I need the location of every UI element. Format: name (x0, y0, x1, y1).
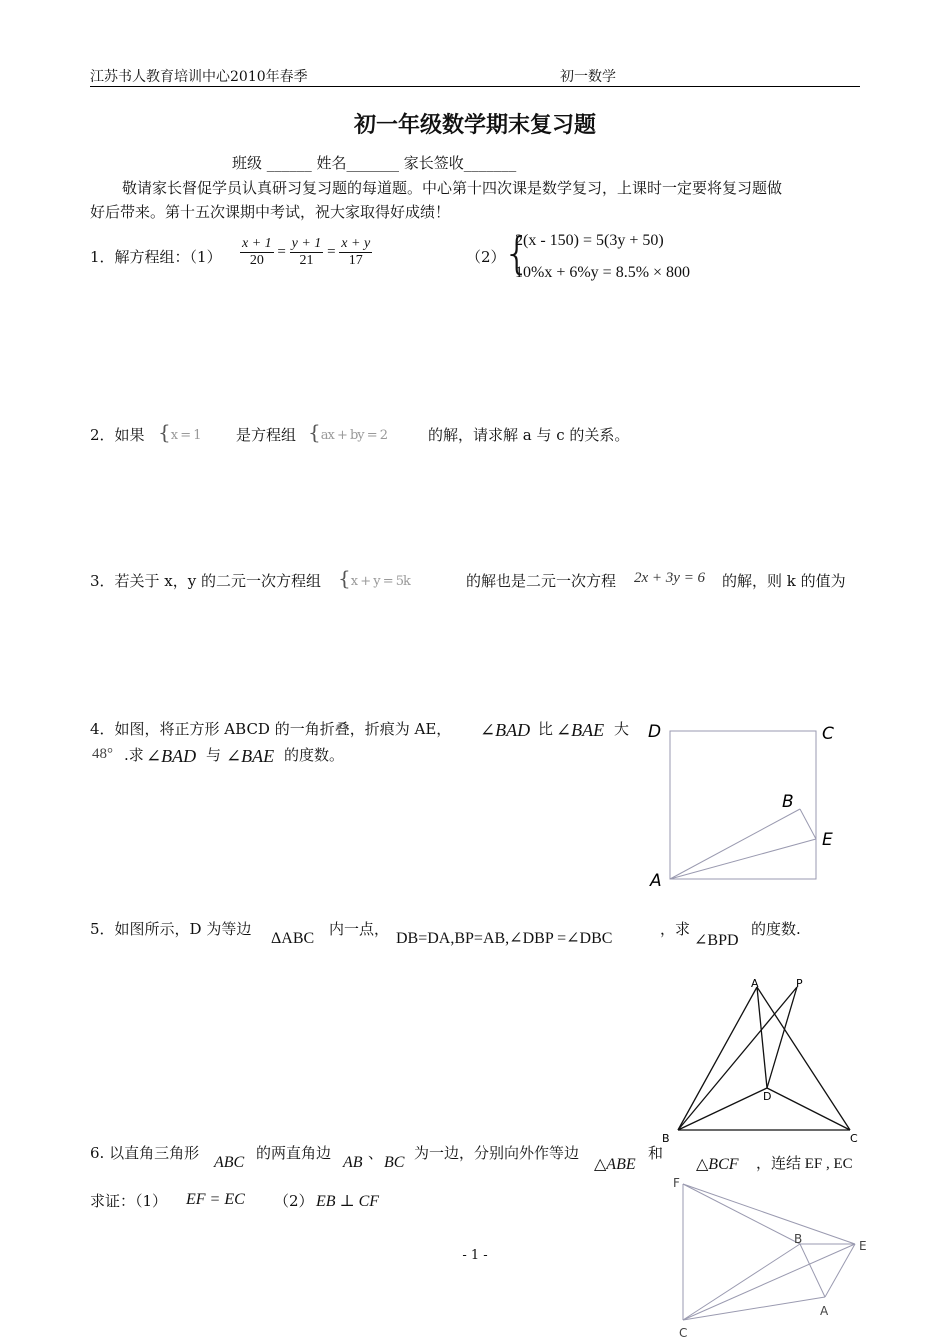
fig4-line-AB (670, 809, 800, 879)
fig4-square-fold (640, 715, 850, 895)
q1-fractions (240, 236, 372, 269)
q1-frac-1: $\frac{x + 1}{20}$ (242, 236, 272, 268)
q4-angle-2: ∠BAE (556, 720, 605, 740)
fig5-line-BP (678, 987, 797, 1130)
q3-suffix: 的解，则 k 的值为 (722, 572, 846, 590)
fig6-line-FB (683, 1184, 803, 1246)
q2-prefix: 2．如果 (90, 426, 145, 444)
q4-deg: 48° (92, 746, 113, 762)
fig4-label-E: E (822, 830, 833, 850)
fig6-line-CA (683, 1297, 825, 1320)
q4-end: 的度数。 (284, 746, 345, 764)
fig5-line-AB (678, 987, 757, 1130)
q3-system: {x + y = 5k (338, 566, 410, 590)
fig5-line-BD (678, 1088, 767, 1130)
page-title: 初一年级数学期末复习题 (353, 113, 596, 138)
fig4-line-BE (800, 809, 816, 839)
page-number: - 1 - (462, 1248, 488, 1263)
q6-mid: 的两直角边 (256, 1144, 332, 1162)
q2-system-1: {x = 1 (158, 420, 201, 444)
q1-frac-3: $\frac{x + y}{17}$ (341, 236, 371, 268)
fig5-label-D: D (763, 1090, 772, 1103)
q5-prefix: 5．如图所示，D 为等边 (90, 920, 252, 938)
q2-mid: 是方程组 (236, 426, 297, 444)
q3-mid: 的解也是二元一次方程 (466, 572, 617, 590)
q6-ab: AB (343, 1154, 363, 1171)
q2-blur-2: ax + by = 2 (320, 428, 388, 443)
q5-qiu: ，求 (660, 920, 691, 938)
q1-frac-2: $\frac{y + 1}{21}$ (291, 236, 322, 268)
q1-eq-1: = (277, 243, 286, 260)
q6-he: 和 (648, 1144, 664, 1162)
fig4-label-A: A (650, 871, 662, 891)
q4-yu: 与 (206, 746, 222, 764)
fig5-triangle-figure (660, 975, 870, 1150)
fig6-label-A: A (820, 1304, 829, 1318)
fig6-line-FE (683, 1184, 855, 1244)
q4-line1: 4．如图，将正方形 ABCD 的一角折叠，折痕为 AE， (90, 720, 452, 738)
q2-suffix: 的解，请求解 a 与 c 的关系。 (428, 426, 630, 444)
q6-proof-2: EB ⊥ CF (316, 1193, 380, 1210)
q4-angle-4: ∠BAE (226, 746, 275, 766)
fig5-label-A: A (751, 977, 759, 990)
q5-condition: DB=DA,BP=AB,∠DBP =∠DBC (396, 930, 613, 947)
notice-line-1: 敬请家长督促学员认真研习复习题的每道题。中心第十四次课是数学复习，上课时一定要将复习题做 (122, 179, 783, 197)
q6-tail: ，连结 EF , EC (756, 1156, 853, 1172)
q5-mid: 内一点， (329, 920, 390, 938)
fig5-line-PD (767, 987, 797, 1088)
q1-prefix: 1．解方程组：（1） (90, 248, 222, 266)
q4-angle-3: ∠BAD (146, 746, 197, 766)
header-left: 江苏书人教育培训中心2010年春季 (90, 69, 308, 85)
q6-proof-1: EF = EC (186, 1191, 245, 1208)
header-rule (90, 86, 860, 87)
q5-triangle: ΔABC (271, 930, 315, 947)
q3-prefix: 3．若关于 x，y 的二元一次方程组 (90, 572, 322, 590)
fig4-label-B: B (782, 792, 794, 812)
fig6-label-E: E (859, 1239, 867, 1253)
q1-brace: { (503, 228, 531, 279)
q6-sep: 、 (368, 1144, 384, 1162)
fig6-label-C: C (679, 1326, 688, 1340)
q1-eq-2: = (327, 243, 336, 260)
q6-triangle: ABC (214, 1154, 245, 1171)
q4-bi: 比 (538, 720, 554, 738)
q5-suffix: 的度数. (751, 920, 801, 938)
fig5-line-AC (757, 987, 850, 1130)
info-line: 班级 ______ 姓名_______ 家长签收_______ (232, 154, 517, 172)
header-right: 初一数学 (560, 69, 616, 85)
notice-line-2: 好后带来。第十五次课期中考试，祝大家取得好成绩！ (90, 203, 451, 221)
q6-bc: BC (384, 1154, 405, 1171)
q3-equation: 2x + 3y = 6 (634, 570, 706, 586)
q2-blur-1: x = 1 (170, 428, 201, 443)
q4-qiu: .求 (124, 746, 144, 764)
q6-mid2: 为一边，分别向外作等边 (414, 1144, 580, 1162)
fig4-label-C: C (822, 724, 834, 744)
fig6-label-F: F (673, 1176, 680, 1190)
q4-da: 大 (614, 720, 630, 738)
fig5-label-P: P (796, 977, 803, 990)
fig4-square (670, 731, 816, 879)
fig4-label-D: D (648, 722, 662, 742)
q6-tri1: △ABE (594, 1156, 636, 1173)
q6-proof-label: 求证：（1） (90, 1192, 168, 1210)
fig5-label-B: B (662, 1132, 670, 1145)
q6-prefix: 6. 以直角三角形 (90, 1144, 200, 1162)
q1-part2-label: （2） (466, 248, 506, 266)
q2-system-2: {ax + by = 2 (308, 420, 388, 444)
fig6-label-B: B (794, 1232, 803, 1246)
q1-system-line-1: 2(x - 150) = 5(3y + 50) (515, 232, 664, 249)
q5-target: ∠BPD (694, 932, 739, 949)
fig5-label-C: C (850, 1132, 858, 1145)
q6-tri2: △BCF (696, 1156, 739, 1173)
fig5-line-CD (767, 1088, 850, 1130)
q3-blur: x + y = 5k (350, 574, 410, 589)
q1-system-line-2: 10%x + 6%y = 8.5% × 800 (515, 264, 691, 281)
fig5-line-AD (757, 987, 767, 1088)
q4-angle-1: ∠BAD (480, 720, 531, 740)
fig4-line-AE (670, 839, 816, 879)
q6-proof-2-label: （2） (274, 1192, 314, 1210)
